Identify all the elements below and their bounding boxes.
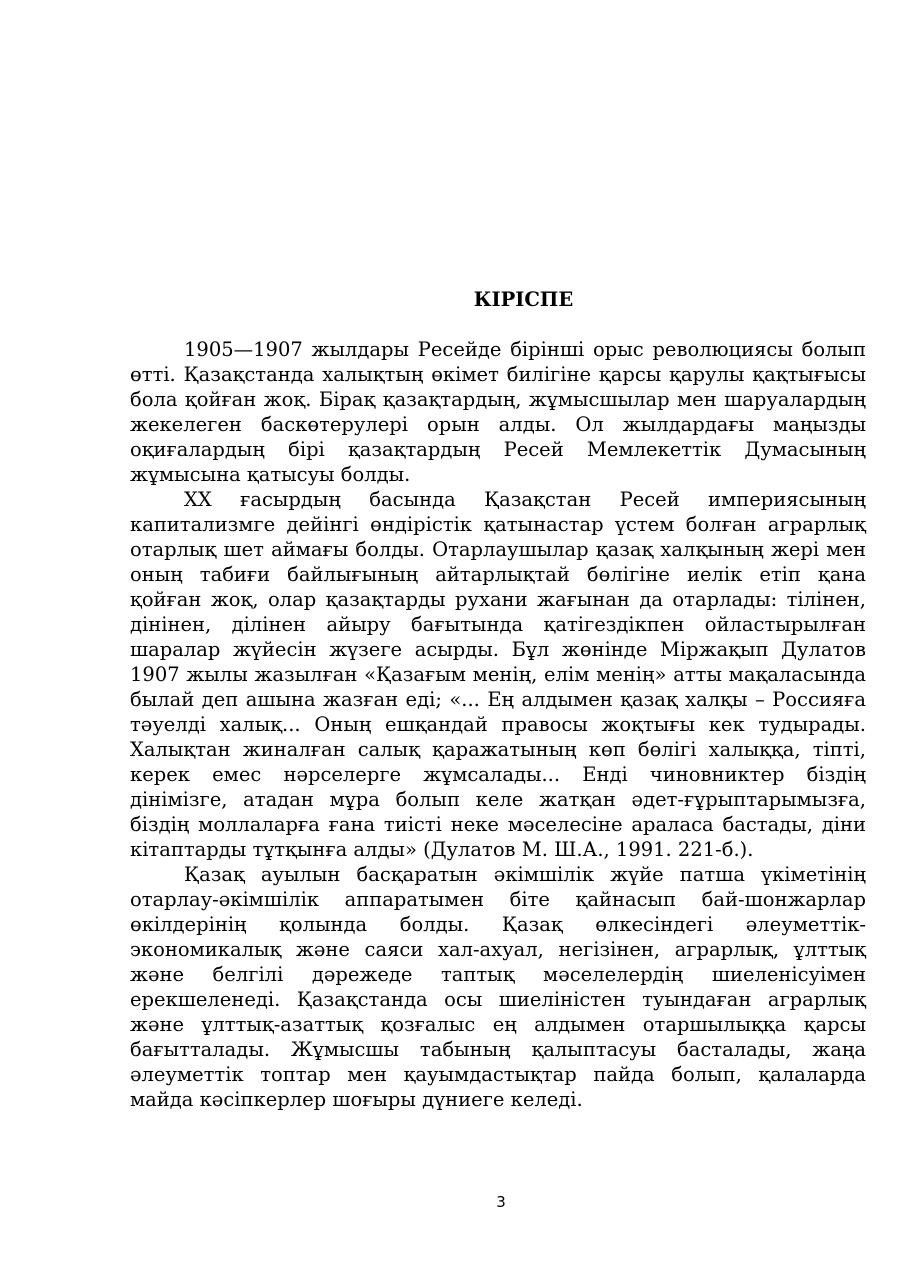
page-number: 3 xyxy=(496,1193,506,1211)
paragraph-1: 1905—1907 жылдары Ресейде бірінші орыс революциясы болып өтті. Қазақстанда халықтың өкімет билігіне қарсы қарулы қақтығысы бола қойған жоқ. Бірақ қазақтардың, жұмысшылар мен шаруалардың жекелеген баскөтерулері орын алды. Ол жылдардағы маңызды оқиғалардың бірі қазақтардың Ресей Мемлекеттік Думасының жұмысына қатысуы болды. xyxy=(130,338,866,486)
section-heading: КІРІСПЕ xyxy=(473,288,574,311)
paragraph-3: Қазақ ауылын басқаратын әкімшілік жүйе патша үкіметінің отарлау-әкімшілік аппаратымен біте қайнасып бай-шонжарлар өкілдерінің қолында болды. Қазақ өлкесіндегі әлеуметтік-экономикалық және саяси хал-ахуал, негізінен, аграрлық, ұлттық және белгілі дәрежеде таптық мәселелердің шиеленісуімен ерекшеленеді. Қазақстанда осы шиеліністен туындаған аграрлық және ұлттық-азаттық қозғалыс ең алдымен отаршылыққа қарсы бағытталады. Жұмысшы табының қалыптасуы басталады, жаңа әлеуметтік топтар мен қауымдастықтар пайда болып, қалаларда майда кәсіпкерлер шоғыры дүниеге келеді. xyxy=(130,863,866,1111)
body-text xyxy=(130,337,866,1112)
paragraph-2: XX ғасырдың басында Қазақстан Ресей империясының капитализмге дейінгі өндірістік қатынастар үстем болған аграрлық отарлық шет аймағы болды. Отарлаушылар қазақ халқының жері мен оның табиғи байлығының айтарлықтай бөлігіне иелік етіп қана қойған жоқ, олар қазақтарды рухани жағынан да отарлады: тілінен, дінінен, ділінен айыру бағытында қатігездікпен ойластырылған шаралар жүйесін жүзеге асырды. Бұл жөнінде Міржақып Дулатов 1907 жылы жазылған «Қазағым менің, елім менің» атты мақаласында былай деп ашына жазған еді; «... Ең алдымен қазақ халқы – Россияға тәуелді халық... Оның ешқандай правосы жоқтығы кек тудырады. Халықтан жиналған салық қаражатының көп бөлігі халыққа, тіпті, керек емес нәрселерге жұмсалады... Енді чиновниктер біздің дінімізге, атадан мұра болып келе жатқан әдет-ғұрыптарымызға, біздің моллаларға ғана тиісті неке мәселесіне араласа бастады, діни кітаптарды тұтқынға алды» (Дулатов М. Ш.А., 1991. 221-б.). xyxy=(130,488,866,861)
